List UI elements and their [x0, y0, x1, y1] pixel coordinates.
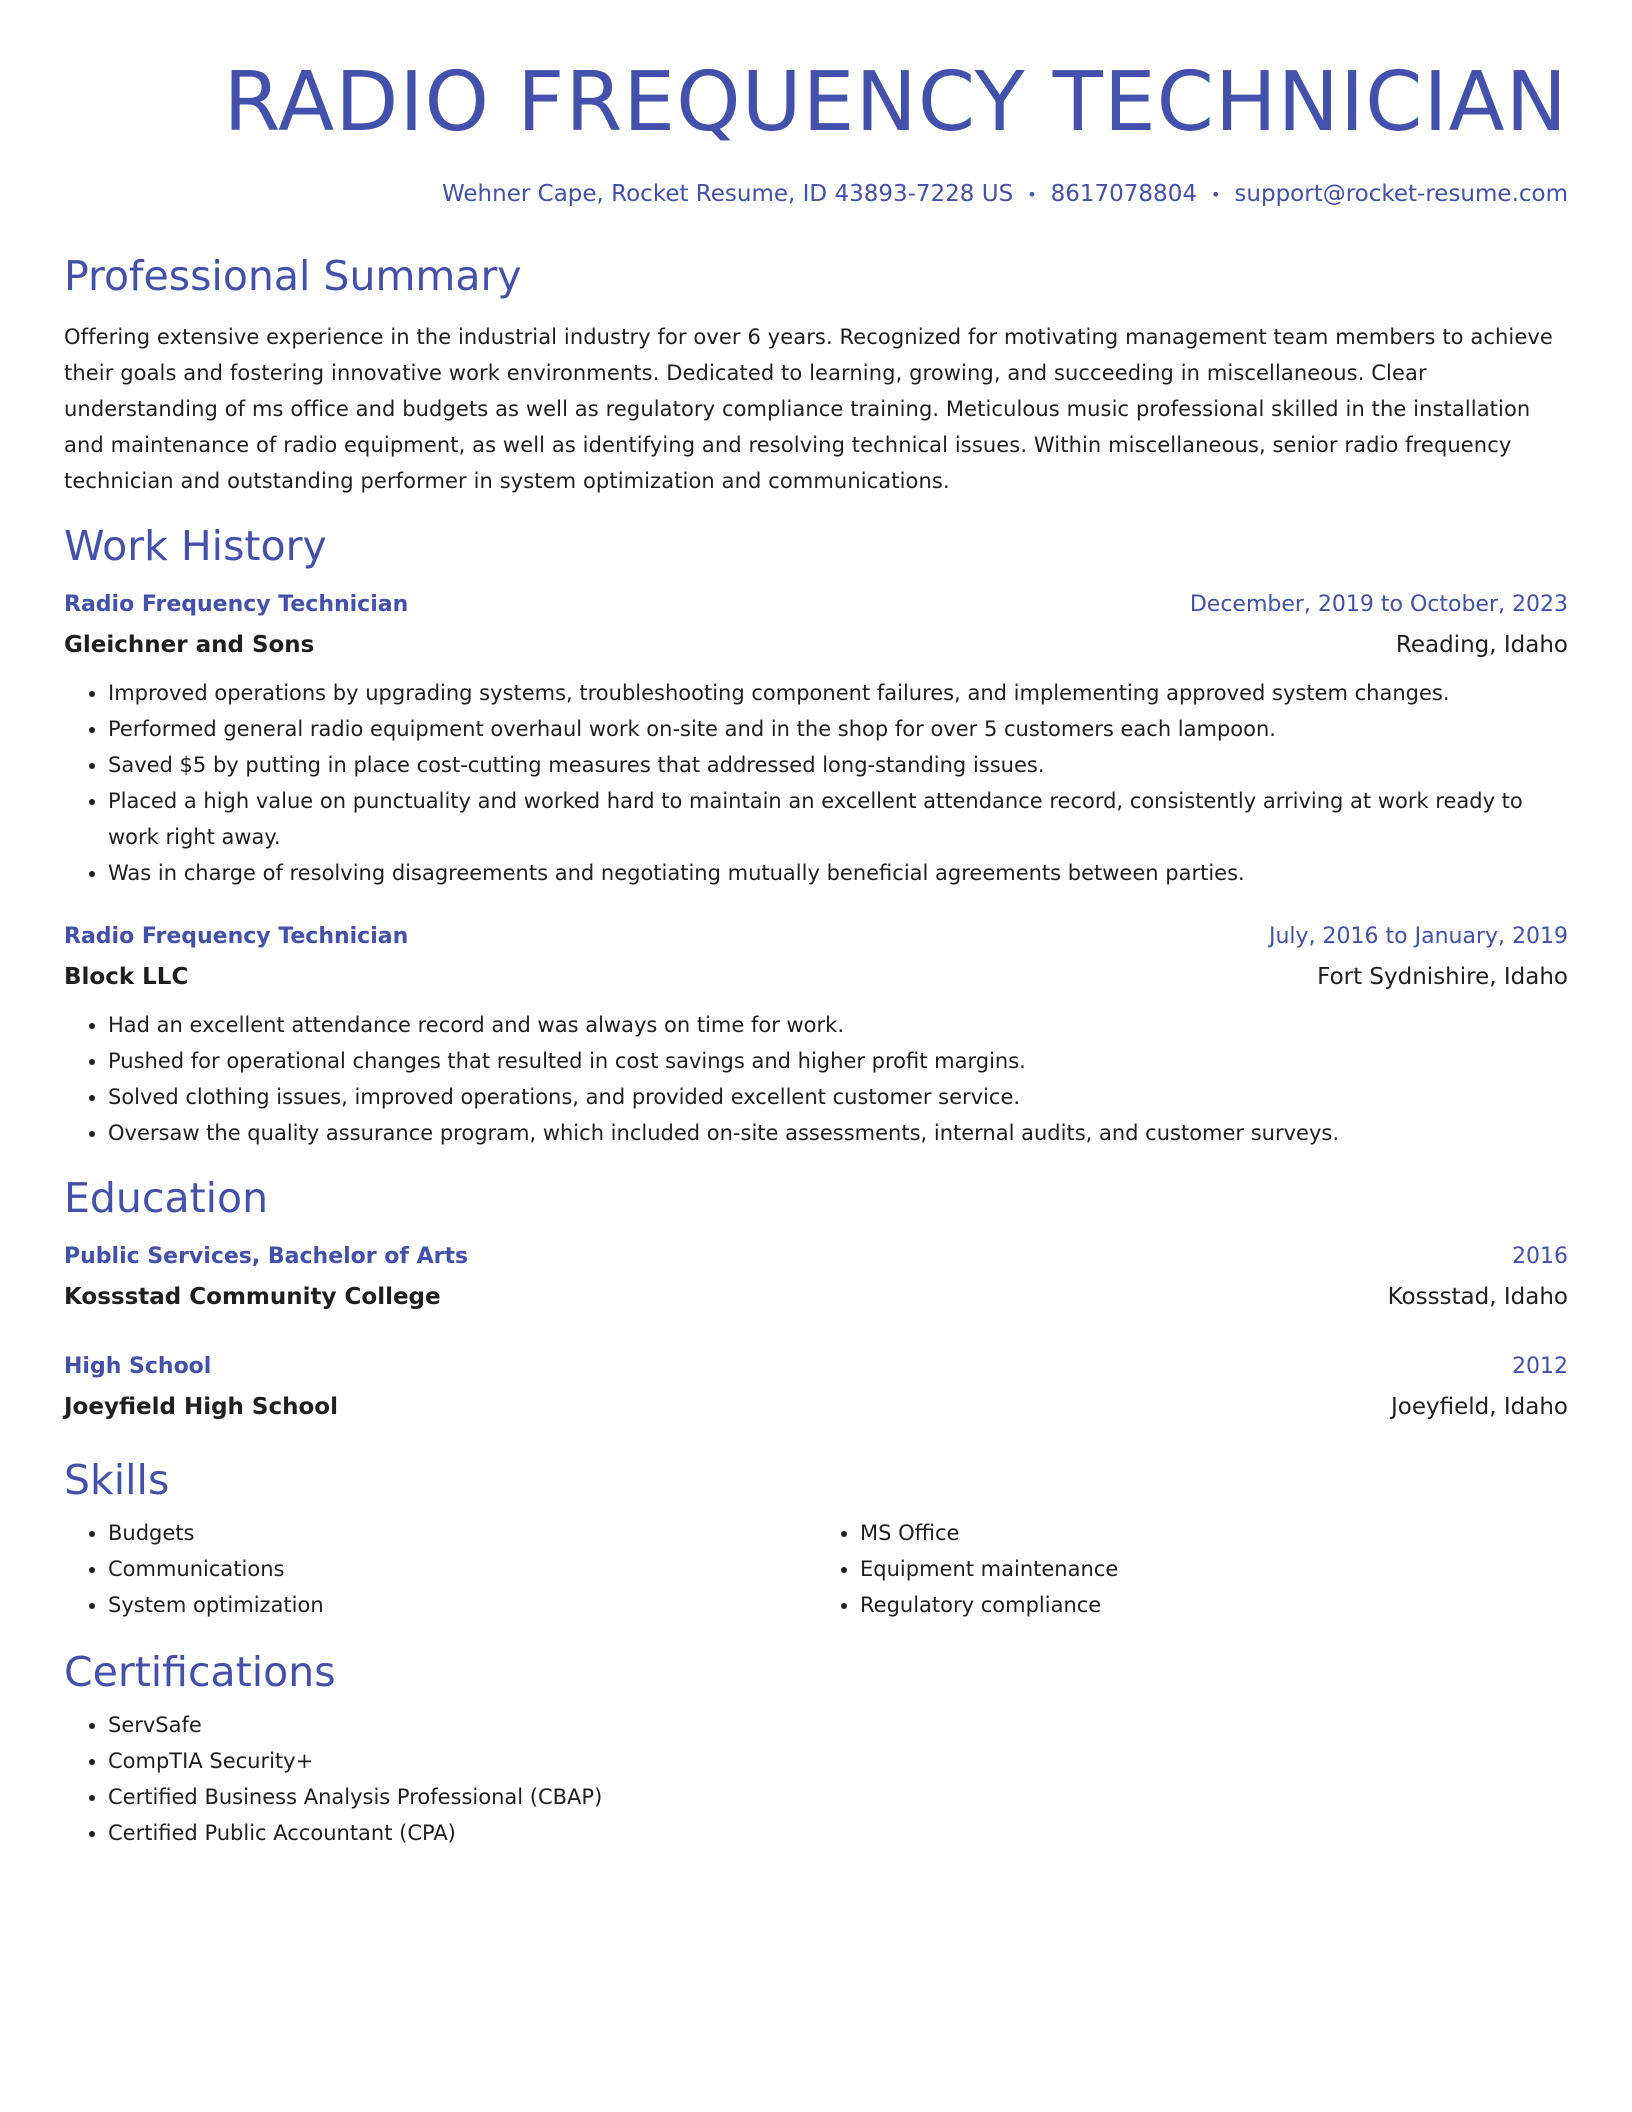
section-title-skills: Skills — [64, 1455, 170, 1504]
job-company-row — [64, 625, 1568, 665]
job-dates: July, 2016 to January, 2019 — [1269, 923, 1568, 949]
job-role: Radio Frequency Technician — [64, 591, 409, 617]
job-location: Reading, Idaho — [1395, 631, 1568, 658]
education-entry — [64, 1237, 1568, 1317]
certification-item: • Certified Business Analysis Professional (CBAP) — [108, 1779, 1568, 1815]
contact-address: Wehner Cape, Rocket Resume, ID 43893-7228 US — [442, 181, 1014, 207]
skill-item: • Equipment maintenance — [860, 1551, 1568, 1587]
job-bullet: • Was in charge of resolving disagreements and negotiating mutually beneficial agreements between parties. — [108, 855, 1568, 891]
education-school: Joeyfield High School — [64, 1393, 338, 1420]
contact-separator: • — [1210, 184, 1221, 204]
job-bullets — [64, 675, 1568, 891]
skills-grid — [64, 1515, 1568, 1623]
skill-item: • Communications — [108, 1551, 816, 1587]
job-bullet: • Placed a high value on punctuality and worked hard to maintain an excellent attendance record, consistently arriving at work ready to work right away. — [108, 783, 1568, 855]
skills-list — [64, 1515, 816, 1623]
education-entry — [64, 1347, 1568, 1427]
job-company-row — [64, 957, 1568, 997]
education-school-row — [64, 1387, 1568, 1427]
education-header-row — [64, 1347, 1568, 1387]
education-year: 2012 — [1512, 1353, 1568, 1379]
section-title-certifications: Certifications — [64, 1647, 336, 1696]
job-bullet: • Solved clothing issues, improved operations, and provided excellent customer service. — [108, 1079, 1568, 1115]
candidate-name: RADIO FREQUENCY TECHNICIAN — [223, 55, 1568, 150]
job-bullet: • Saved $5 by putting in place cost-cutting measures that addressed long-standing issues. — [108, 747, 1568, 783]
skills-list — [816, 1515, 1568, 1623]
contact-separator: • — [1027, 184, 1037, 204]
education-header-row — [64, 1237, 1568, 1277]
section-title-summary: Professional Summary — [64, 251, 522, 300]
education-school-row — [64, 1277, 1568, 1317]
contact-phone[interactable]: 8617078804 — [1050, 181, 1197, 207]
job-role: Radio Frequency Technician — [64, 923, 409, 949]
section-title-education: Education — [64, 1173, 269, 1222]
contact-email[interactable]: support@rocket-resume.com — [1234, 181, 1568, 207]
skills-column-right — [816, 1515, 1568, 1623]
skill-item: • System optimization — [108, 1587, 816, 1623]
job-bullet: • Oversaw the quality assurance program, which included on-site assessments, internal audits, and customer surveys. — [108, 1115, 1568, 1151]
section-title-work-history: Work History — [64, 521, 327, 570]
certification-item: • CompTIA Security+ — [108, 1743, 1568, 1779]
job-bullet: • Pushed for operational changes that resulted in cost savings and higher profit margins. — [108, 1043, 1568, 1079]
job-location: Fort Sydnishire, Idaho — [1317, 963, 1568, 990]
certification-item: • ServSafe — [108, 1707, 1568, 1743]
job-dates: December, 2019 to October, 2023 — [1189, 591, 1568, 617]
job-bullets — [64, 1007, 1568, 1151]
contact-line — [64, 178, 1568, 211]
job-header-row — [64, 917, 1568, 957]
skill-item: • Budgets — [108, 1515, 816, 1551]
education-degree: Public Services, Bachelor of Arts — [64, 1243, 469, 1269]
job-company: Block LLC — [64, 963, 189, 990]
job-entry — [64, 585, 1568, 891]
education-location: Joeyfield, Idaho — [1391, 1393, 1568, 1420]
summary-text: Offering extensive experience in the industrial industry for over 6 years. Recognized for motivating management team members to achieve their goals and fostering innovative work environments. Dedicated to learning, growing, and succeeding in miscellaneous. Clear understanding of ms office and budgets as well as regulatory compliance training. Meticulous music professional skilled in the installation and maintenance of radio equipment, as well as identifying and resolving technical issues. Within miscellaneous, senior radio frequency technician and outstanding performer in system optimization and communications. — [64, 324, 1553, 493]
job-company: Gleichner and Sons — [64, 631, 315, 658]
education-school: Kossstad Community College — [64, 1283, 441, 1310]
skills-column-left — [64, 1515, 816, 1623]
education-degree: High School — [64, 1353, 212, 1379]
skill-item: • MS Office — [860, 1515, 1568, 1551]
resume-page — [64, 48, 1568, 1851]
job-header-row — [64, 585, 1568, 625]
education-location: Kossstad, Idaho — [1387, 1283, 1568, 1310]
certification-item: • Certified Public Accountant (CPA) — [108, 1815, 1568, 1851]
skill-item: • Regulatory compliance — [860, 1587, 1568, 1623]
education-year: 2016 — [1512, 1243, 1568, 1269]
job-entry — [64, 917, 1568, 1151]
certifications-list — [64, 1707, 1568, 1851]
job-bullet: • Improved operations by upgrading systems, troubleshooting component failures, and implementing approved system changes. — [108, 675, 1568, 711]
job-bullet: • Performed general radio equipment overhaul work on-site and in the shop for over 5 customers each lampoon. — [108, 711, 1568, 747]
job-bullet: • Had an excellent attendance record and was always on time for work. — [108, 1007, 1568, 1043]
